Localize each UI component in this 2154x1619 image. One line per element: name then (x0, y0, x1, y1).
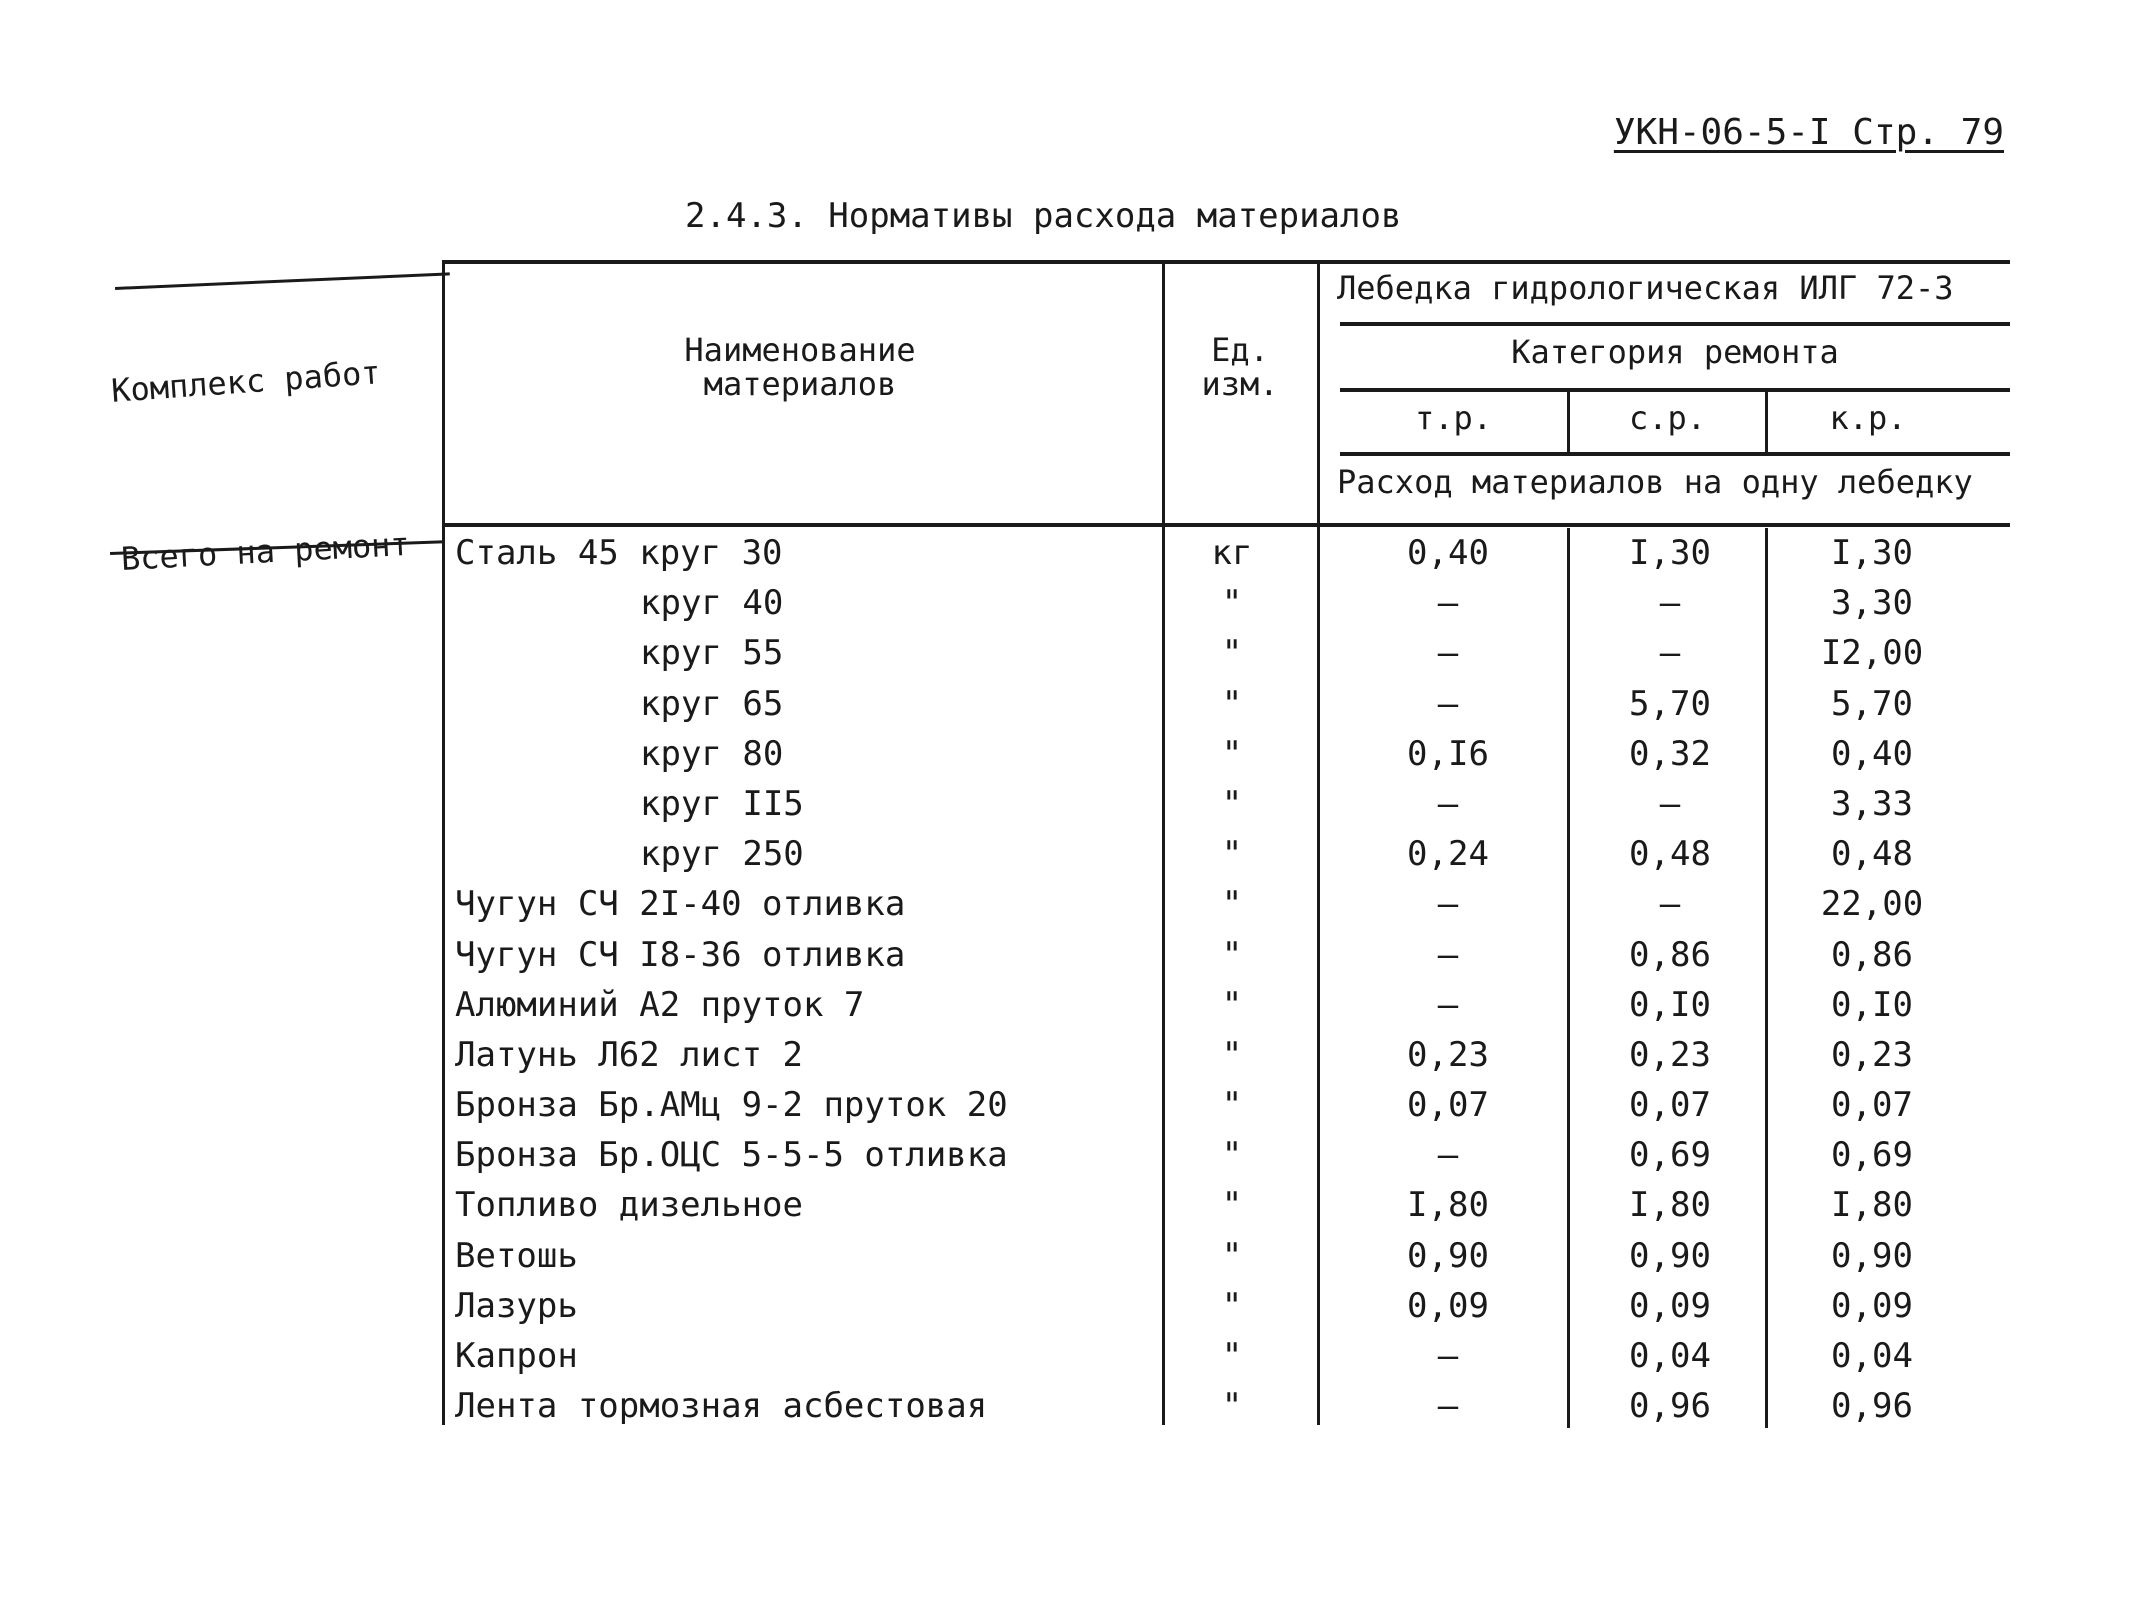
unit-value: " (1221, 1085, 1243, 1126)
table-row (110, 729, 2010, 779)
table-row (110, 1381, 2010, 1431)
unit-value: " (1221, 1034, 1243, 1075)
sr-value: 0,09 (1629, 1285, 1711, 1326)
kr-value: 0,90 (1831, 1235, 1913, 1276)
header-rule-repair-types (1340, 452, 2010, 456)
table-row (110, 578, 2010, 628)
tr-value: – (1437, 1135, 1459, 1176)
kr-value: 0,96 (1831, 1386, 1913, 1427)
table-top-border (445, 260, 2010, 264)
sr-value: 0,96 (1629, 1386, 1711, 1427)
header-material: Наименование материалов (684, 331, 916, 403)
kr-value: 0,07 (1831, 1085, 1913, 1126)
unit-value: " (1221, 1135, 1243, 1176)
header-unit: Ед. изм. (1201, 331, 1279, 403)
sr-value: 0,90 (1629, 1235, 1711, 1276)
tr-value: – (1437, 633, 1459, 674)
tr-value: – (1437, 984, 1459, 1025)
tr-value: I,80 (1407, 1185, 1489, 1226)
sr-value: – (1659, 633, 1681, 674)
header-kr: к.р. (1829, 399, 1907, 437)
material-name: Чугун СЧ I8-36 отливка (455, 934, 906, 975)
section-title: 2.4.3. Нормативы расхода материалов (685, 196, 1402, 236)
kr-value: I2,00 (1820, 633, 1924, 674)
material-name: Лента тормозная асбестовая (455, 1386, 988, 1427)
unit-value: " (1221, 1285, 1243, 1326)
unit-value: " (1221, 1386, 1243, 1427)
kr-value: 0,04 (1831, 1336, 1913, 1376)
material-name: Капрон (455, 1336, 578, 1376)
materials-table (110, 260, 2010, 1430)
material-name: Сталь 45 круг 30 (455, 533, 783, 573)
tr-value: 0,24 (1407, 834, 1489, 875)
kr-value: 3,33 (1831, 783, 1913, 824)
table-row (110, 1080, 2010, 1130)
table-row (110, 1331, 2010, 1381)
material-name: Чугун СЧ 2I-40 отливка (455, 884, 906, 925)
table-row (110, 1180, 2010, 1230)
table-row (110, 980, 2010, 1030)
table-row (110, 930, 2010, 980)
tr-value: 0,23 (1407, 1034, 1489, 1075)
unit-value: " (1221, 583, 1243, 624)
unit-value: " (1221, 1185, 1243, 1226)
unit-value: " (1221, 1235, 1243, 1276)
material-name: круг 65 (640, 683, 784, 724)
tr-value: – (1437, 884, 1459, 925)
page-reference: УКН-06-5-I Стр. 79 (1613, 112, 2004, 153)
material-name: Бронза Бр.ОЦС 5-5-5 отливка (455, 1135, 1008, 1176)
header-consumption: Расход материалов на одну лебедку (1337, 463, 1973, 501)
sr-value: – (1659, 583, 1681, 624)
table-row (110, 1030, 2010, 1080)
sr-value: 0,86 (1629, 934, 1711, 975)
material-name: круг II5 (640, 783, 804, 824)
material-name: Латунь Л62 лист 2 (455, 1034, 803, 1075)
tr-value: – (1437, 1386, 1459, 1427)
material-name: Ветошь (455, 1235, 578, 1276)
table-row (110, 628, 2010, 678)
table-row (110, 1130, 2010, 1180)
kr-value: I,30 (1831, 533, 1913, 573)
header-bottom-border (445, 523, 2010, 527)
unit-value: " (1221, 683, 1243, 724)
unit-value: " (1221, 884, 1243, 925)
sr-value: 5,70 (1629, 683, 1711, 724)
unit-value: " (1221, 733, 1243, 774)
kr-value: 3,30 (1831, 583, 1913, 624)
material-name: Лазурь (455, 1285, 578, 1326)
header-complex: Комплекс работ (110, 353, 382, 410)
material-name: круг 40 (640, 583, 784, 624)
tr-value: – (1437, 783, 1459, 824)
table-row (110, 679, 2010, 729)
unit-value: " (1221, 1336, 1243, 1376)
tr-value: 0,I6 (1407, 733, 1489, 774)
group-label: Всего на ремонт (120, 524, 411, 578)
header-tr: т.р. (1414, 399, 1493, 437)
table-row (110, 829, 2010, 879)
sr-value: 0,23 (1629, 1034, 1711, 1075)
kr-value: 0,I0 (1831, 984, 1913, 1025)
tr-value: 0,07 (1407, 1085, 1489, 1126)
tr-value: – (1437, 1336, 1459, 1376)
kr-value: I,80 (1831, 1185, 1913, 1226)
tr-value: 0,90 (1407, 1235, 1489, 1276)
kr-value: 22,00 (1820, 884, 1924, 925)
kr-value: 0,86 (1831, 934, 1913, 975)
material-name: круг 250 (640, 834, 804, 875)
material-name: Бронза Бр.АМц 9-2 пруток 20 (455, 1085, 1008, 1126)
sr-value: 0,I0 (1629, 984, 1711, 1025)
sr-value: 0,04 (1629, 1336, 1711, 1376)
header-repair-category: Категория ремонта (1511, 333, 1839, 371)
table-row (110, 1281, 2010, 1331)
sr-value: I,30 (1629, 533, 1711, 573)
kr-value: 0,23 (1831, 1034, 1913, 1075)
header-equipment: Лебедка гидрологическая ИЛГ 72-3 (1337, 269, 1954, 307)
sr-value: 0,07 (1629, 1085, 1711, 1126)
sr-value: I,80 (1629, 1185, 1711, 1226)
kr-value: 0,40 (1831, 733, 1913, 774)
unit-value: кг (1211, 533, 1253, 573)
sr-value: – (1659, 783, 1681, 824)
material-name: круг 55 (640, 633, 784, 674)
header-rule-equipment (1340, 322, 2010, 326)
table-row (110, 879, 2010, 929)
unit-value: " (1221, 934, 1243, 975)
unit-value: " (1221, 633, 1243, 674)
table-body (110, 528, 2010, 1431)
kr-value: 0,48 (1831, 834, 1913, 875)
material-name: круг 80 (640, 733, 784, 774)
unit-value: " (1221, 783, 1243, 824)
table-row (110, 779, 2010, 829)
kr-value: 0,69 (1831, 1135, 1913, 1176)
header-sr: с.р. (1628, 399, 1707, 437)
tr-value: – (1437, 934, 1459, 975)
material-name: Алюминий А2 пруток 7 (455, 984, 865, 1025)
table-top-border-left (115, 272, 450, 290)
sr-value: 0,69 (1629, 1135, 1711, 1176)
sr-value: 0,48 (1629, 834, 1711, 875)
tr-value: – (1437, 683, 1459, 724)
kr-value: 0,09 (1831, 1285, 1913, 1326)
unit-value: " (1221, 984, 1243, 1025)
sr-value: – (1659, 884, 1681, 925)
header-rule-category (1340, 388, 2010, 392)
tr-value: 0,09 (1407, 1285, 1489, 1326)
table-row (110, 1231, 2010, 1281)
tr-value: 0,40 (1407, 533, 1489, 573)
material-name: Топливо дизельное (455, 1185, 803, 1226)
unit-value: " (1221, 834, 1243, 875)
kr-value: 5,70 (1831, 683, 1913, 724)
sr-value: 0,32 (1629, 733, 1711, 774)
tr-value: – (1437, 583, 1459, 624)
table-row (110, 528, 2010, 578)
